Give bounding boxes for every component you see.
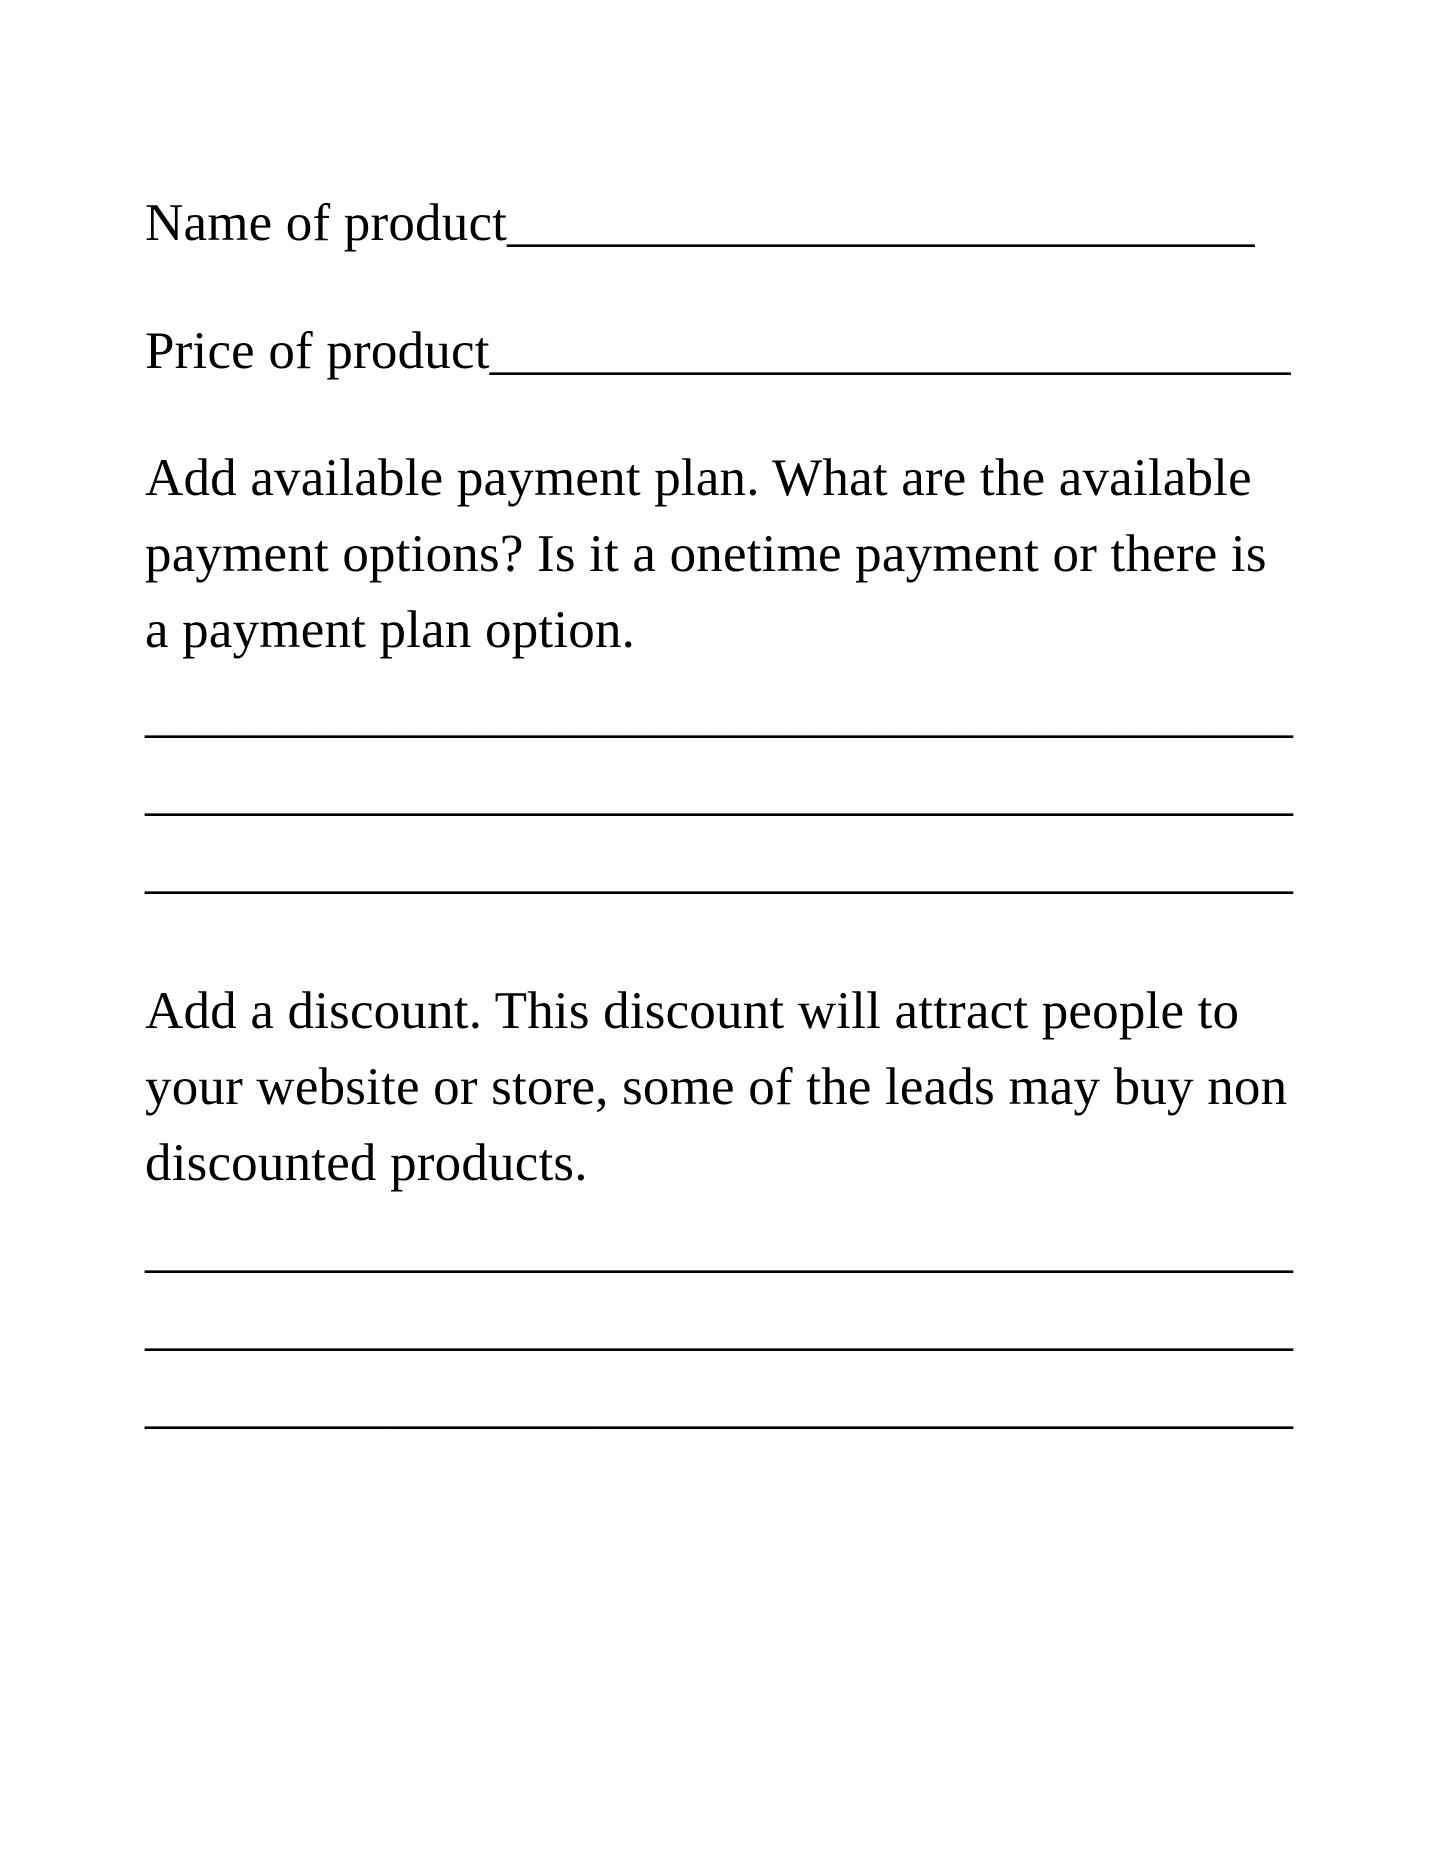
field-row-product-price <box>145 313 1405 389</box>
payment-plan-prompt <box>145 440 1405 668</box>
product-name-blank-line: ____________________________ <box>507 194 1255 252</box>
discount-answer-lines <box>145 1210 1405 1444</box>
discount-answer-line-3: ___________________________________________ <box>145 1376 1294 1434</box>
discount-prompt <box>145 973 1405 1201</box>
payment-plan-answer-line-2: ___________________________________________ <box>145 763 1294 821</box>
payment-plan-answer-lines <box>145 675 1405 909</box>
product-price-label: Price of product <box>145 322 490 380</box>
worksheet-content <box>0 185 1445 1444</box>
discount-prompt-line-3: discounted products. <box>145 1134 588 1192</box>
field-row-product-name <box>145 185 1405 261</box>
payment-plan-prompt-line-2: payment options? Is it a onetime payment or there is <box>145 525 1267 583</box>
payment-plan-prompt-line-1: Add available payment plan. What are the available <box>145 449 1252 507</box>
discount-prompt-line-2: your website or store, some of the leads may buy non <box>145 1058 1288 1116</box>
discount-answer-line-1: ___________________________________________ <box>145 1220 1294 1278</box>
discount-answer-line-2: ___________________________________________ <box>145 1298 1294 1356</box>
discount-prompt-line-1: Add a discount. This discount will attract people to <box>145 982 1240 1040</box>
product-price-blank-line: ______________________________ <box>489 322 1291 380</box>
payment-plan-answer-line-1: ___________________________________________ <box>145 685 1294 743</box>
payment-plan-prompt-line-3: a payment plan option. <box>145 601 636 659</box>
payment-plan-answer-line-3: ___________________________________________ <box>145 841 1294 899</box>
product-name-label: Name of product <box>145 194 508 252</box>
